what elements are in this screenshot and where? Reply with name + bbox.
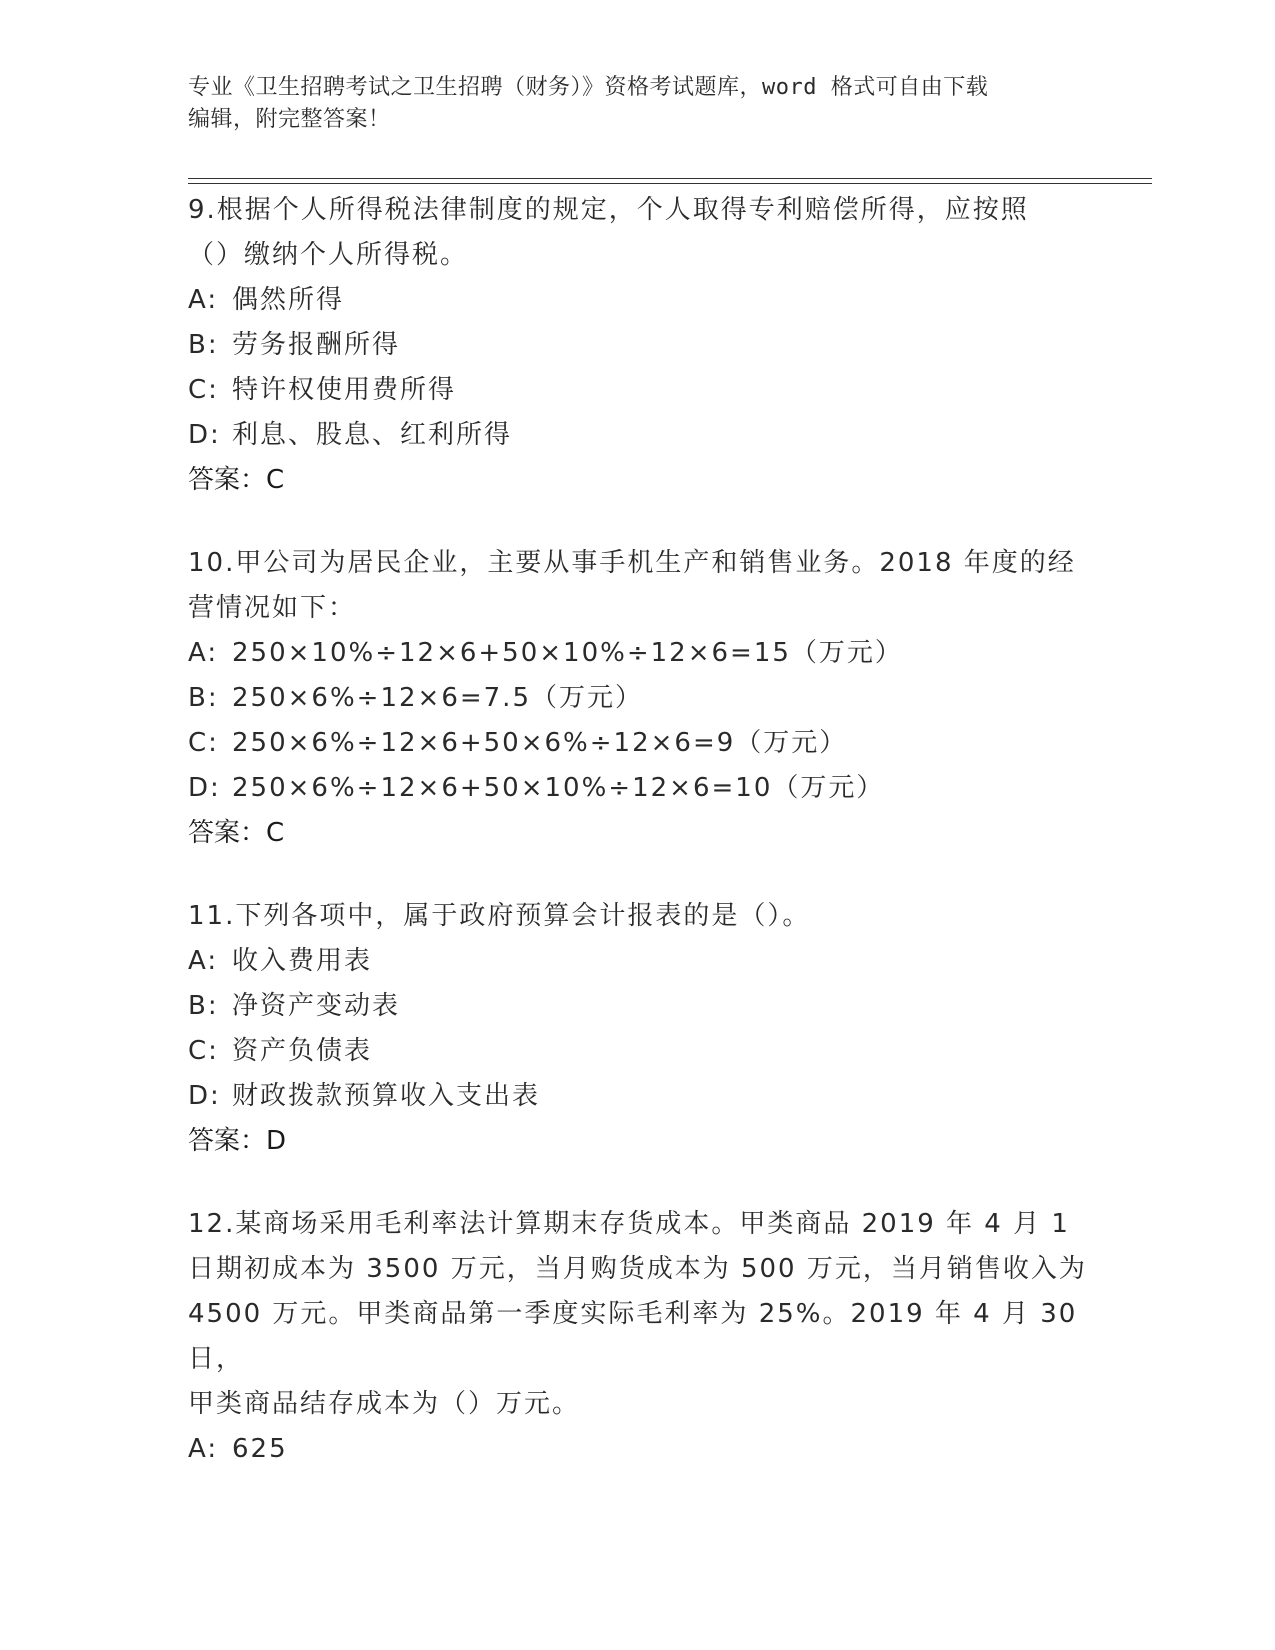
question-stem-line: 甲类商品结存成本为（）万元。 (188, 1389, 581, 1419)
option-a (188, 939, 1088, 984)
question-stem-line: 12.某商场采用毛利率法计算期末存货成本。甲类商品 2019 年 4 月 1 (188, 1209, 1070, 1239)
question-stem-line: 11.下列各项中，属于政府预算会计报表的是（）。 (188, 901, 811, 931)
question-stem-line: 日期初成本为 3500 万元，当月购货成本为 500 万元，当月销售收入为 (188, 1254, 1087, 1284)
option-letter: C: (188, 375, 219, 405)
question-12 (188, 1202, 1088, 1472)
option-text: 偶然所得 (232, 285, 345, 315)
question-11 (188, 894, 1088, 1164)
option-letter: C: (188, 1036, 219, 1066)
option-c (188, 368, 1088, 413)
option-text: 625 (232, 1434, 288, 1464)
option-text: 250×6%÷12×6+50×6%÷12×6=9（万元） (232, 728, 848, 758)
option-letter: A: (188, 285, 219, 315)
option-letter: B: (188, 683, 219, 713)
option-text: 资产负债表 (232, 1036, 373, 1066)
option-text: 财政拨款预算收入支出表 (232, 1081, 541, 1111)
answer-line: 答案：C (188, 465, 285, 495)
question-9 (188, 188, 1088, 503)
option-text: 250×6%÷12×6=7.5（万元） (232, 683, 643, 713)
document-header (188, 72, 1068, 136)
option-text: 净资产变动表 (232, 991, 401, 1021)
option-letter: D: (188, 420, 221, 450)
option-b (188, 984, 1088, 1029)
option-c (188, 721, 1088, 766)
header-line-2: 编辑，附完整答案！ (188, 107, 391, 132)
option-c (188, 1029, 1088, 1074)
option-letter: A: (188, 946, 219, 976)
option-b (188, 323, 1088, 368)
option-letter: B: (188, 991, 219, 1021)
answer-line: 答案：C (188, 818, 285, 848)
option-text: 劳务报酬所得 (232, 330, 401, 360)
option-text: 250×10%÷12×6+50×10%÷12×6=15（万元） (232, 638, 903, 668)
option-letter: D: (188, 1081, 221, 1111)
header-divider-bottom (188, 183, 1152, 184)
option-letter: C: (188, 728, 219, 758)
option-d (188, 766, 1088, 811)
option-a (188, 631, 1088, 676)
option-letter: D: (188, 773, 221, 803)
option-text: 250×6%÷12×6+50×10%÷12×6=10（万元） (232, 773, 885, 803)
question-10 (188, 541, 1088, 856)
option-text: 特许权使用费所得 (232, 375, 457, 405)
answer-line: 答案：D (188, 1126, 287, 1156)
option-d (188, 413, 1088, 458)
option-b (188, 676, 1088, 721)
option-a (188, 278, 1088, 323)
option-text: 利息、股息、红利所得 (232, 420, 513, 450)
question-stem-line: 9.根据个人所得税法律制度的规定，个人取得专利赔偿所得，应按照 (188, 195, 1029, 225)
header-divider-top (188, 178, 1152, 179)
header-line-1: 专业《卫生招聘考试之卫生招聘（财务）》资格考试题库，word 格式可自由下载 (188, 75, 989, 100)
question-stem-line: 10.甲公司为居民企业，主要从事手机生产和销售业务。2018 年度的经 (188, 548, 1076, 578)
option-letter: B: (188, 330, 219, 360)
question-list (188, 188, 1088, 1510)
option-letter: A: (188, 1434, 219, 1464)
option-letter: A: (188, 638, 219, 668)
option-a (188, 1427, 1088, 1472)
option-d (188, 1074, 1088, 1119)
question-stem-line: （）缴纳个人所得税。 (188, 240, 469, 270)
question-stem-line: 4500 万元。甲类商品第一季度实际毛利率为 25%。2019 年 4 月 30 日， (188, 1299, 1078, 1374)
question-stem-line: 营情况如下： (188, 593, 357, 623)
option-text: 收入费用表 (232, 946, 373, 976)
